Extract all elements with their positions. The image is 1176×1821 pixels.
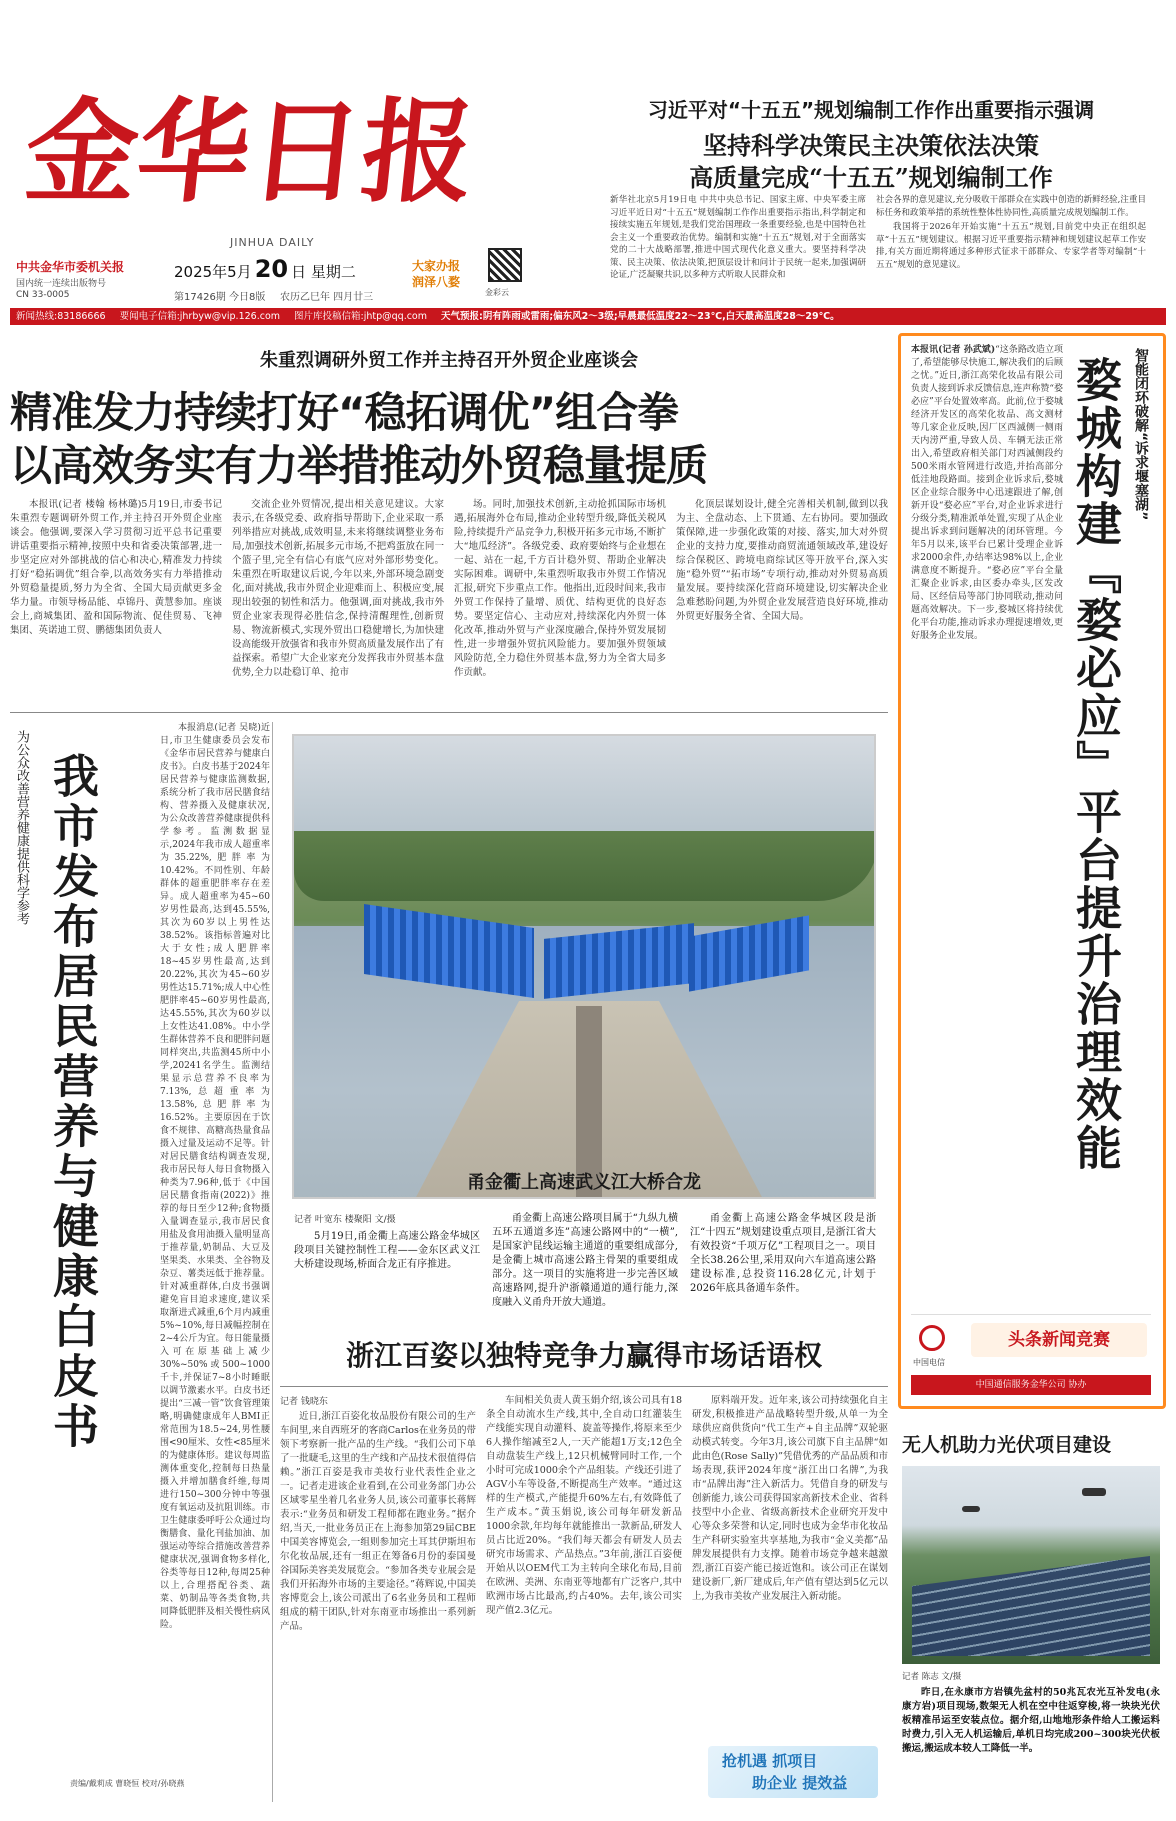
drone-photo (902, 1466, 1160, 1664)
masthead-pinyin: JINHUA DAILY (230, 236, 315, 249)
masthead-title (19, 78, 486, 228)
top-news-lead-right (876, 194, 1146, 302)
solar-panels (912, 1556, 1150, 1656)
sponsor-brand: 中国电信 (913, 1358, 945, 1367)
masthead-slogan-line: 润泽八婺 (412, 275, 461, 289)
sponsor-bottom: 中国通信服务金华公司 协办 (911, 1375, 1151, 1395)
side-story-body-text: “这条路改造立项了,希望能够尽快施工,解决我们的后顾之忧。”近日,浙江高荣化妆品有限公司负责人接到诉求反馈信息,连声称赞“婺必应”平台处置效率高。此前,位于婺城经济开发区的高荣化妆品、高文测材等几家企业反映,因厂区西滅侧一侧雨天内涝严重,导致人员、车辆无法正常出入,希望政府相关部门对西滅侧段约500米雨水管网进行改造,并抬高部分低洼地段路面。接到企业诉求后,婺城区企业综合服务中心迅速跟进了解,创新开设“婺必应”平台,对企业诉求进行分级分类,精准派单处置,实现了从企业提出诉求到问题解决的闭环管理。今年5月以来,该平台已累计受理企业诉求2000余件,办结率达98%以上,企业满意度不断提升。“婺必应”平台全量汇聚企业诉求,由区委办牵头,区发改局、区经信局等部门协同联动,推动问题高效解决。下一步,婺城区将持续优化平台功能,推动诉求办理提速增效,更好服务企业发展。 (911, 345, 1063, 641)
drone-headline: 无人机助力光伏项目建设 (902, 1434, 1112, 1456)
bridge-byline: 记者 叶宽东 楼聚阳 文/摄 (294, 1215, 396, 1225)
sponsor-label: 头条新闻竞赛 (971, 1323, 1147, 1357)
masthead-slogan-line: 大家办报 (412, 259, 461, 273)
drone-icon (1082, 1488, 1106, 1496)
bridge-caption: 甬金衢上高速武义江大桥合龙 (467, 1172, 701, 1193)
top-news (586, 94, 1156, 306)
tree-line (294, 831, 876, 901)
side-story-tag: 智能闭环破解“诉求堰塞湖” (1133, 348, 1149, 521)
drone-byline: 记者 陈志 文/摄 (902, 1672, 962, 1682)
bridge-photo-section (280, 722, 888, 1320)
masthead-lunar: 农历乙巳年 四月廿三 (280, 292, 374, 303)
nutrition-body: 本报消息(记者 吴晓)近日,市卫生健康委员会发布《金华市居民营养与健康白皮书》。白皮书基于2024年居民营养与健康监测数据,系统分析了我市居民膳食结构、营养摄入及健康状况,为公众改善营养健康提供科学参考。监测数据显示,2024年我市成人超重率为35.22%,肥胖率为10.42%。不同性别、年龄群体的超重肥胖率存在差异。成人超重率为45~60岁男性最高,达到45.55%,其次为60岁以上男性达38.52%。该指标普遍对比大于女性;成人肥胖率18~45岁男性最高,达到20.22%,其次为45~60岁男性达15.71%;成人中心性肥胖率45~60岁男性最高,达45.55%,其次为60岁以上女性达41.08%。中小学生群体营养不良和肥胖问题同样突出,共监测45所中小学,20241名学生。监测结果显示总营养不良率为7.13%,总超重率为13.58%,总肥胖率为16.52%。主要原因在于饮食不规律、高糖高热量食品摄入过量及运动不足等。针对居民膳食结构调查发现,我市居民每人每日食物摄入种类为7.96种,低于《中国居民膳食指南(2022)》推荐的每日至少12种;食物摄入量调查显示,我市居民食用盐及食用油摄入量明显高于推荐量,奶制品、大豆及坚果类、水果类、全谷物及杂豆、薯类远低于推荐量。针对减重群体,白皮书强调避免盲目追求速度,建议采取渐进式减重,6个月内减重5%~10%,每日减幅控制在2~4公斤为宜。每日能量摄入可在原基础上减少30%~50%或500~1000千卡,并保证7~8小时睡眠以调节激素水平。白皮书还提出“三减一管”饮食管理策略,明确健康成年人BMI正常范围为18.5~24,男性腰围<90厘米、女性<85厘米的为健康体形。建议每周监测体重变化,控制每日热量摄入并增加膳食纤维,每周进行150~300分钟中等强度有氧运动及抗阻训练。市卫生健康委呼吁公众通过均衡膳食、量化刊盐加油、加强运动等综合措施改善营养健康状况,强调食物多样化,谷类等每日12种,每周25种以上,合理搭配谷类、蔬菜、奶制品等各类食物,共同降低肥胖及相关慢性病风险。 (160, 723, 270, 1630)
side-story (898, 333, 1166, 1409)
info-photo-email: 图片库投稿信箱:jhtp@qq.com (294, 311, 428, 322)
drone-icon (962, 1506, 980, 1512)
top-news-headline: 高质量完成“十五五”规划编制工作 (689, 163, 1053, 192)
sponsor-box (911, 1314, 1151, 1400)
divider (10, 712, 888, 713)
masthead (0, 0, 1176, 325)
side-story-body (911, 344, 1063, 1364)
top-news-lead (610, 194, 866, 302)
divider (272, 722, 273, 1802)
masthead-app-label: 金彩云 (485, 288, 509, 297)
lead-col: 本报讯(记者 楼翰 杨林璐)5月19日,市委书记朱重烈专题调研外贸工作,并主持召开外贸企业座谈会。他强调,要深入学习贯彻习近平总书记重要讲话重要指示精神,按照中央和省委决策部署,进一步坚定应对外部挑战的信心和决心,精准发力持续打好“稳拓调优”组合拳,以高效务实有力举措推动外贸稳量提质,努力为全省、全国大局贡献更多金华力量。市领导杨品能、卓锦丹、黄慧参加。座谈会上,商城集团、盈和国际物流、促佳贸易、飞神集团、英诺迪工贸、鹏德集团负责人 (10, 499, 222, 636)
lead-headline: 精准发力持续打好“稳拓调优”组合拳 (10, 388, 679, 437)
side-story-byline: 本报讯(记者 孙武斌) (911, 345, 996, 355)
zhejiang-banner-line: 抢机遇 抓项目 (722, 1752, 818, 1770)
side-story-headline: 婺城构建『婺必应』平台提升治理效能 (1069, 356, 1123, 1172)
zhejiang-byline: 记者 钱晓东 (280, 1397, 328, 1407)
bridge-text: 5月19日,甬金衢上高速公路金华城区段项目关键控制性工程——金东区武义江大桥建设现场,桥面合龙正有序推进。 (294, 1231, 480, 1270)
info-hotline: 新闻热线:83186666 (16, 311, 106, 322)
lead-col: 交流企业外贸情况,提出相关意见建议。大家表示,在各级党委、政府指导帮助下,企业采取一系列举措应对挑战,成效明显,未来将继续调整业务布局,加强技术创新,拓展多元市场,不把鸡蛋放在同一个篮子里,完全有信心有底气应对外部形势变化。朱重烈在听取建议后说,今年以来,外部环境急剧变化,面对挑战,我市外贸企业迎难而上、积极应变,展现出较强的韧性和活力。他强调,面对挑战,我市外贸企业家表现得必胜信念,保持清醒理性,创新贸易、物流新模式,实现外贸出口稳健增长,为加快建设高能级开放强省和我市外贸高质量发展作出了有益探索。希望广大企业家充分发挥我市外贸基本盘优势,全力以赴稳订单、抢市 (232, 499, 444, 678)
masthead-issue: 第17426期 今日8版 (174, 292, 266, 303)
top-news-lead-text: 新华社北京5月19日电 中共中央总书记、国家主席、中央军委主席习近平近日对“十五五”规划编制工作作出重要指示指出,科学制定和接续实施五年规划,是我们党治国理政一条重要经验,也是中国特色社会主义一个重要政治优势。编制和实施“十五五”规划,对于全面落实党的二十大战略部署,推进中国式现代化意义重大。要坚持科学决策、民主决策、依法决策,把顶层设计和问计于民统一起来,加强调研论证,广泛凝聚共识,以多种方式听取人民群众和 (610, 195, 866, 280)
nutrition-headline: 我市发布居民营养与健康白皮书 (46, 752, 100, 1452)
zhejiang-story (280, 1328, 888, 1806)
drone-story (898, 1420, 1166, 1806)
zhejiang-col: 原料端开发。近年来,该公司持续强化自主研发,积极推进产品战略转型升级,从单一为全球供应商供货向“代工生产+自主品牌”双轮驱动模式转变。今年3月,该公司旗下自主品牌“如此由色(Rose Sally)”凭借优秀的产品品质和市场表现,获评2024年度“浙江出口名牌”,为我市“品牌出海”注入新活力。凭借自身的研发与创新能力,该公司获得国家高新技术企业、省科技型中小企业、省级高新技术企业研究开发中心等众多荣誉和认定,同时也成为金华市化妆品生产科研实验室共享基地,为我市“金义美都”品牌发展提供有力支撑。随着市场竞争越来越激烈,浙江百姿产能已接近饱和。该公司正在谋划建设新厂,新厂建成后,年产值有望达到5亿元以上,为我市美妆产业发展注入新动能。 (692, 1395, 888, 1602)
zhejiang-banner (708, 1746, 878, 1798)
nutrition-story (10, 722, 270, 1802)
zhejiang-banner-line: 助企业 提效益 (752, 1774, 848, 1792)
masthead-cn: CN 33-0005 (16, 290, 70, 300)
masthead-glyph: 金 (19, 87, 145, 218)
masthead-date-prefix: 2025年5月 (174, 263, 252, 281)
lead-col: 场。同时,加强技术创新,主动抢抓国际市场机遇,拓展海外仓布局,推动企业转型升级,降低关税风险,持续提升产品竞争力,积极开拓多元市场,不断扩大“地瓜经济”。各级党委、政府要始终与企业想在一起、站在一起,千方百计稳外贸、帮助企业解决实际困难。调研中,朱重烈听取我市外贸工作情况汇报,研究下步重点工作。他指出,近段时间来,我市外贸工作保持了量增、质优、结构更优的良好态势。要坚定信心、主动应对,持续深化内外贸一体化改革,推动外贸与产业深度融合,保持外贸发展韧性,进一步增强外贸抗风险能力。要加强外贸领域风险防范,全力稳住外贸基本盘,努力为全省大局多作贡献。 (454, 499, 666, 678)
masthead-slogan (412, 258, 460, 290)
bridge-text: 甬金衢上高速公路金华城区段是浙江“十四五”规划建设重点项目,是浙江省大有效投资“千项万亿”工程项目之一。项目全长38.26公里,采用双向六车道高速公路建设标准,总投资116.28亿元,计划于2026年底具备通车条件。 (690, 1213, 876, 1294)
masthead-glyph: 华 (131, 87, 257, 218)
info-weather: 天气预报:阴有阵雨或雷雨;偏东风2～3级;早晨最低温度22～23℃,白天最高温度28～29℃。 (441, 311, 840, 322)
paragraph: 我国将于2026年开始实施“十五五”规划,目前党中央正在组织起草“十五五”规划建议。根据习近平重要指示精神和规划建议起草工作安排,有关方面近期将通过多种形式征求干部群众、专家学者等对编制“十五五”规划的意见建议。 (876, 222, 1146, 270)
masthead-date-suffix: 日 星期二 (291, 263, 356, 281)
zhejiang-col: 近日,浙江百姿化妆品股份有限公司的生产车间里,来自西班牙的客商Carlos在业务员的带领下考察新一批产品的生产线。“我们公司下单了一批睫毛,这里的生产线和产品技术很值得信赖。”浙江百姿是我市美妆行业代表性企业之一。记者走进该企业看到,在公司业务部门办公区域零星坐着几名业务人员,该公司董事长蒋辉表示:“业务员和研发工程师都在跑业务。”据介绍,当天,一批业务员正在上海参加第29届CBE中国美容博览会,一组则参加完土耳其伊斯坦布尔化妆品展,还有一组正在筹备6月份的泰国曼谷国际美容美发展览会。“参加各类专业展会是我们开拓海外市场的主要途径。”蒋辉说,中国美容博览会上,该公司派出了6名业务员和工程师组成的精干团队,针对东南亚市场推出一系列新产品。 (280, 1411, 476, 1632)
paragraph: 社会各界的意见建议,充分吸收干部群众在实践中创造的新鲜经验,注重目标任务和政策举措的系统性整体性协同性,高质量完成规划编制工作。 (876, 195, 1146, 218)
bridge-photo (292, 734, 876, 1199)
info-bar (10, 308, 1166, 325)
masthead-date (174, 255, 356, 283)
nutrition-editor: 责编/戴莉成 曹晓恒 校对/孙晓燕 (70, 1779, 185, 1788)
masthead-glyph: 日 (243, 87, 369, 218)
zhejiang-headline: 浙江百姿以独特竞争力赢得市场话语权 (345, 1339, 822, 1372)
masthead-glyph: 报 (355, 87, 481, 218)
top-news-kicker: 习近平对“十五五”规划编制工作作出重要指示强调 (647, 98, 1095, 122)
bridge-text: 甬金衢上高速公路项目属于“九纵九横五环五通道多连”高速公路网中的“一横”,是国家沪昆线运输主通道的重要组成部分,是金衢上城市高速公路主骨架的重要组成部分。这一项目的实施将进一步完善区域高速路网,提升沪浙赣通道的通行能力,深度融入义甬舟开放大通道。 (492, 1213, 678, 1308)
zhejiang-col: 车间相关负责人黄玉娟介绍,该公司具有18条全自动流水生产线,其中,全自动口红灌装生产线能实现自动灌料、旋盖等操作,将原来至少6人操作缩减至2人,一天产能超1万支;12色全自动盘装生产线上,12只机械臂同时工作,一个小时可完成1000余个产品组装。产线还引进了AGV小车等设备,不断提高生产效率。“通过这样的生产模式,产能提升60%左右,有效降低了生产成本。”黄玉娟说,该公司每年研发新品1000余款,年均每年就能推出一款新品,研发人员占比近20%。“我们每天都会有研发人员去研究市场需求、产品热点。”3年前,浙江百姿便开始从以OEM代工为主转向全球化布局,目前在欧洲、美洲、东南亚等地都有广泛客户,其中欧洲市场占比最高,约占40%。去年,该公司实现产值2.3亿元。 (486, 1395, 682, 1616)
qr-code-icon (488, 248, 522, 282)
info-email: 要闻电子信箱:jhrbyw@vip.126.com (119, 311, 281, 322)
lead-headline: 以高效务实有力举措推动外贸稳量提质 (10, 441, 708, 490)
masthead-publisher: 中共金华市委机关报 (16, 260, 125, 274)
lead-col: 化顶层谋划设计,健全完善相关机制,做到以我为主、全盘动态、上下贯通、左右协同。要加强政策保障,进一步强化政策的对接、落实,加大对外贸企业的支持力度,要推动商贸流通领域改革,建设好综合保税区、跨境电商综试区等开放平台,深入实施“稳外贸”“拓市场”专项行动,推动对外贸易高质量发展。要持续深化营商环境建设,切实解决企业急难愁盼问题,为外贸企业发展营造良好环境,推动外贸更好服务全省、全国大局。 (676, 499, 888, 622)
masthead-issn: 国内统一连续出版物号 (16, 279, 107, 289)
nutrition-tag: 为公众改善营养健康提供科学参考 (14, 730, 29, 925)
divider (280, 1386, 888, 1387)
lead-kicker: 朱重烈调研外贸工作并主持召开外贸企业座谈会 (260, 350, 638, 371)
drone-text: 昨日,在永康市方岩镇先盆村的50兆瓦农光互补发电(永康方岩)项目现场,数架无人机在空中往返穿梭,将一块块光伏板精准吊运至安装点位。据介绍,山地地形条件给人工搬运料时费力,引入无人机运输后,单机日均完成200~300块光伏板搬运,搬运成本较人工降低一半。 (902, 1687, 1160, 1754)
lead-story (10, 338, 888, 703)
masthead-date-day: 20 (254, 255, 289, 283)
top-news-headline: 坚持科学决策民主决策依法决策 (703, 131, 1039, 160)
china-telecom-logo-icon (919, 1325, 945, 1351)
